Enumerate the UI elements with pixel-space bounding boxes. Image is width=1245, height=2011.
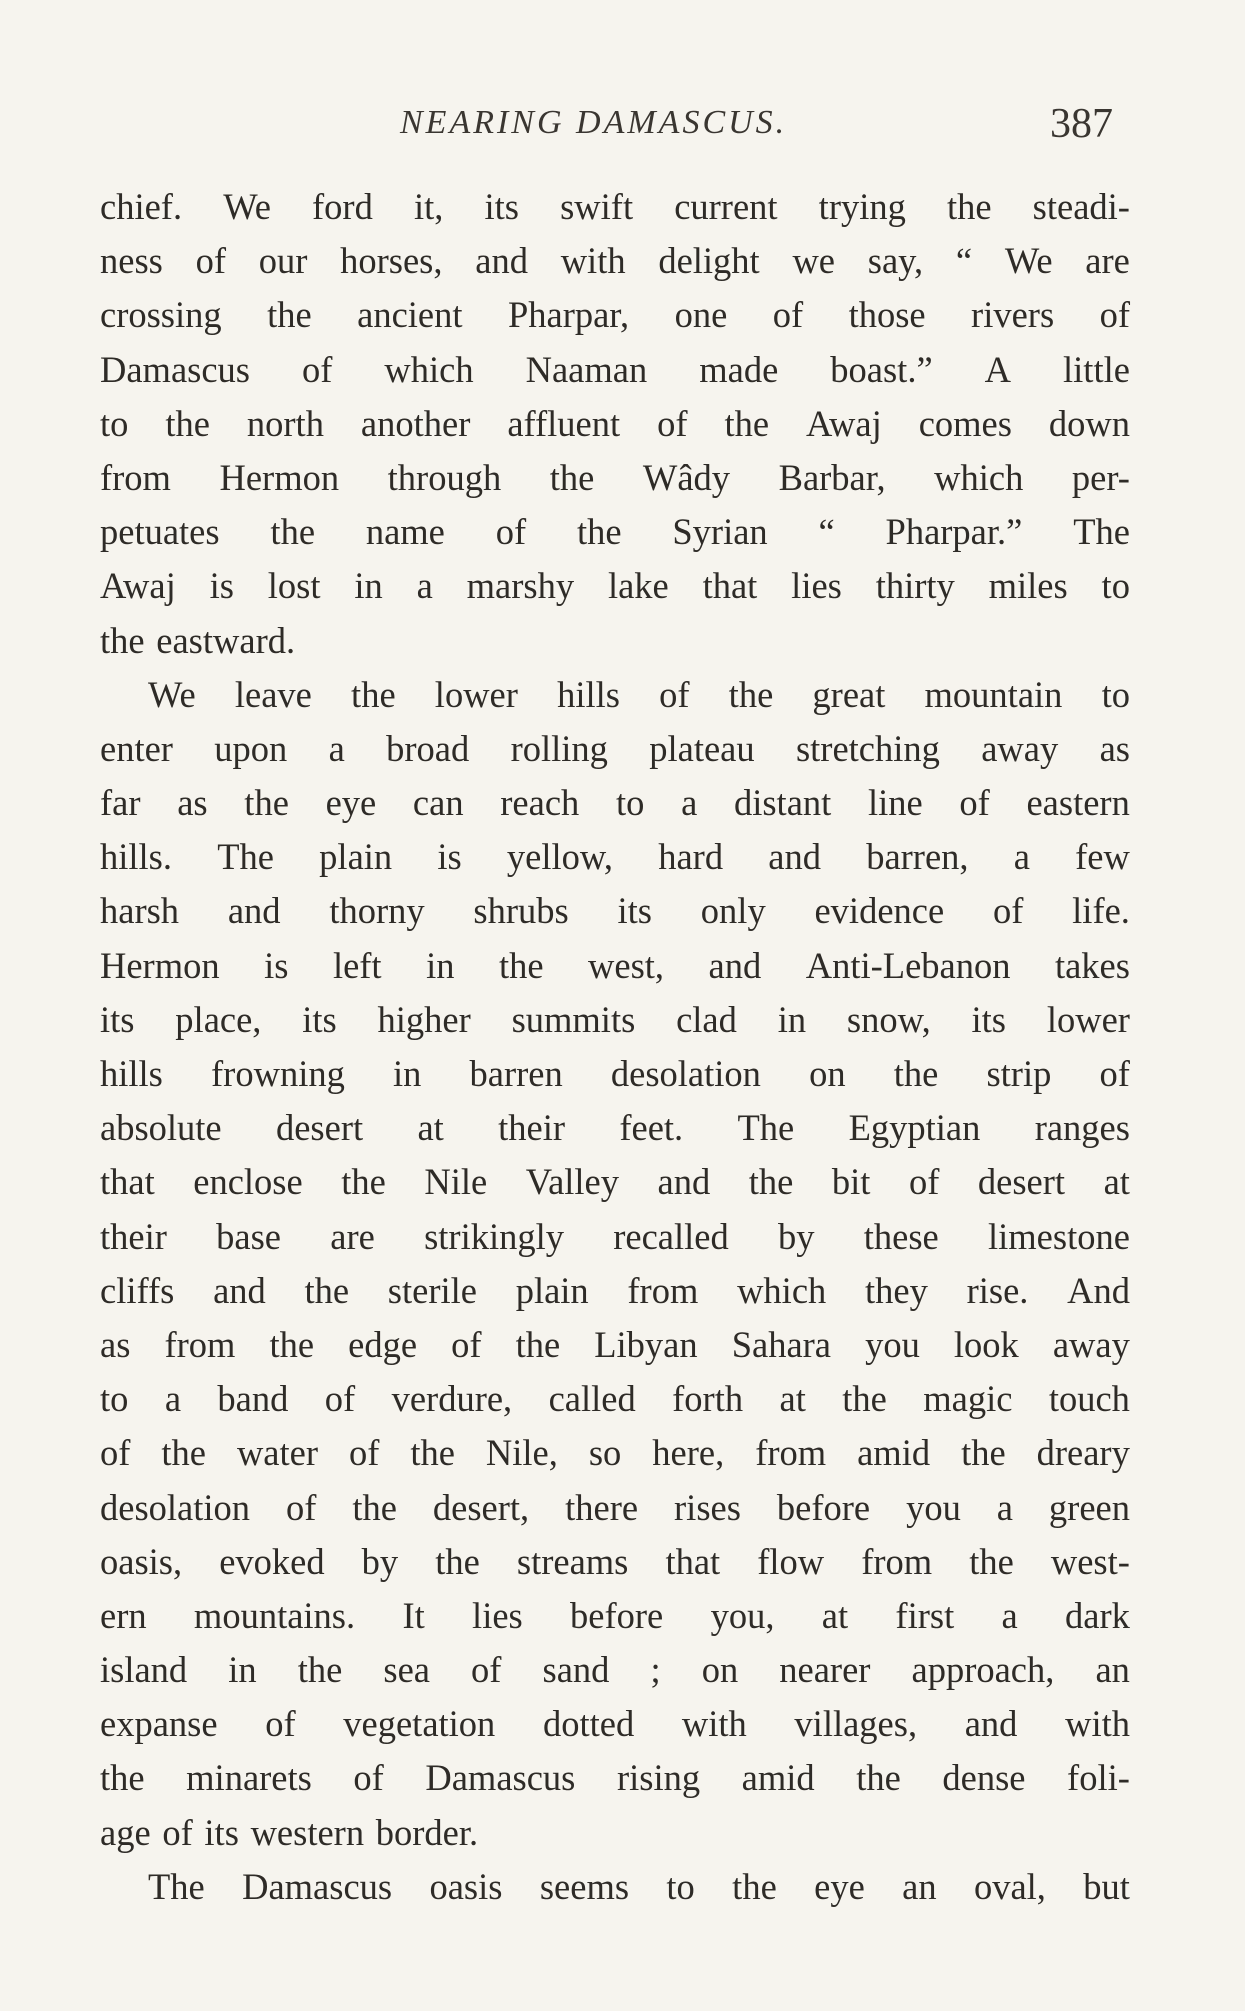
text-line: the minarets of Damascus rising amid the dense foli- bbox=[100, 1757, 1130, 1799]
text-line: desolation of the desert, there rises before you a green bbox=[100, 1486, 1130, 1528]
text-line: hills frowning in barren desolation on the strip of bbox=[100, 1053, 1130, 1094]
text-line: absolute desert at their feet. The Egyptian ranges bbox=[100, 1107, 1130, 1149]
text-line: their base are strikingly recalled by these limestone bbox=[100, 1215, 1130, 1257]
text-line: to the north another affluent of the Awaj comes down bbox=[100, 402, 1130, 444]
running-title: NEARING DAMASCUS. bbox=[400, 104, 788, 141]
text-line: cliffs and the sterile plain from which they rise. And bbox=[100, 1269, 1130, 1311]
text-line: ern mountains. It lies before you, at first a dark bbox=[100, 1594, 1130, 1636]
text-line: ness of our horses, and with delight we say, “ We are bbox=[100, 240, 1130, 282]
text-line: to a band of verdure, called forth at the magic touch bbox=[100, 1378, 1130, 1420]
running-head bbox=[0, 100, 1245, 150]
text-line: of the water of the Nile, so here, from amid the dreary bbox=[100, 1432, 1130, 1474]
text-line: as from the edge of the Libyan Sahara you look away bbox=[100, 1323, 1130, 1365]
text-line: Hermon is left in the west, and Anti-Lebanon takes bbox=[100, 944, 1130, 986]
text-line: far as the eye can reach to a distant line of eastern bbox=[100, 782, 1130, 824]
text-line: petuates the name of the Syrian “ Pharpar.” The bbox=[100, 511, 1130, 553]
text-line: age of its western border. bbox=[100, 1811, 479, 1853]
text-line: expanse of vegetation dotted with villages, and with bbox=[100, 1703, 1130, 1745]
page-number: 387 bbox=[1050, 101, 1113, 147]
text-line: chief. We ford it, its swift current trying the steadi- bbox=[100, 186, 1130, 227]
text-line: The Damascus oasis seems to the eye an oval, but bbox=[148, 1865, 1130, 1907]
text-line: its place, its higher summits clad in snow, its lower bbox=[100, 998, 1130, 1040]
text-line: harsh and thorny shrubs its only evidence of life. bbox=[100, 890, 1130, 932]
text-line: Awaj is lost in a marshy lake that lies thirty miles to bbox=[100, 565, 1130, 607]
body-text bbox=[100, 180, 1130, 1914]
text-line: hills. The plain is yellow, hard and barren, a few bbox=[100, 836, 1130, 878]
text-line: enter upon a broad rolling plateau stretching away as bbox=[100, 727, 1130, 769]
text-line: crossing the ancient Pharpar, one of those rivers of bbox=[100, 294, 1130, 336]
text-line: Damascus of which Naaman made boast.” A little bbox=[100, 348, 1130, 390]
text-line: the eastward. bbox=[100, 619, 296, 661]
text-line: from Hermon through the Wâdy Barbar, which per- bbox=[100, 456, 1130, 498]
text-line: island in the sea of sand ; on nearer approach, an bbox=[100, 1649, 1130, 1691]
text-line: oasis, evoked by the streams that flow from the west- bbox=[100, 1540, 1130, 1582]
text-line: We leave the lower hills of the great mountain to bbox=[148, 673, 1130, 715]
text-line: that enclose the Nile Valley and the bit of desert at bbox=[100, 1161, 1130, 1203]
